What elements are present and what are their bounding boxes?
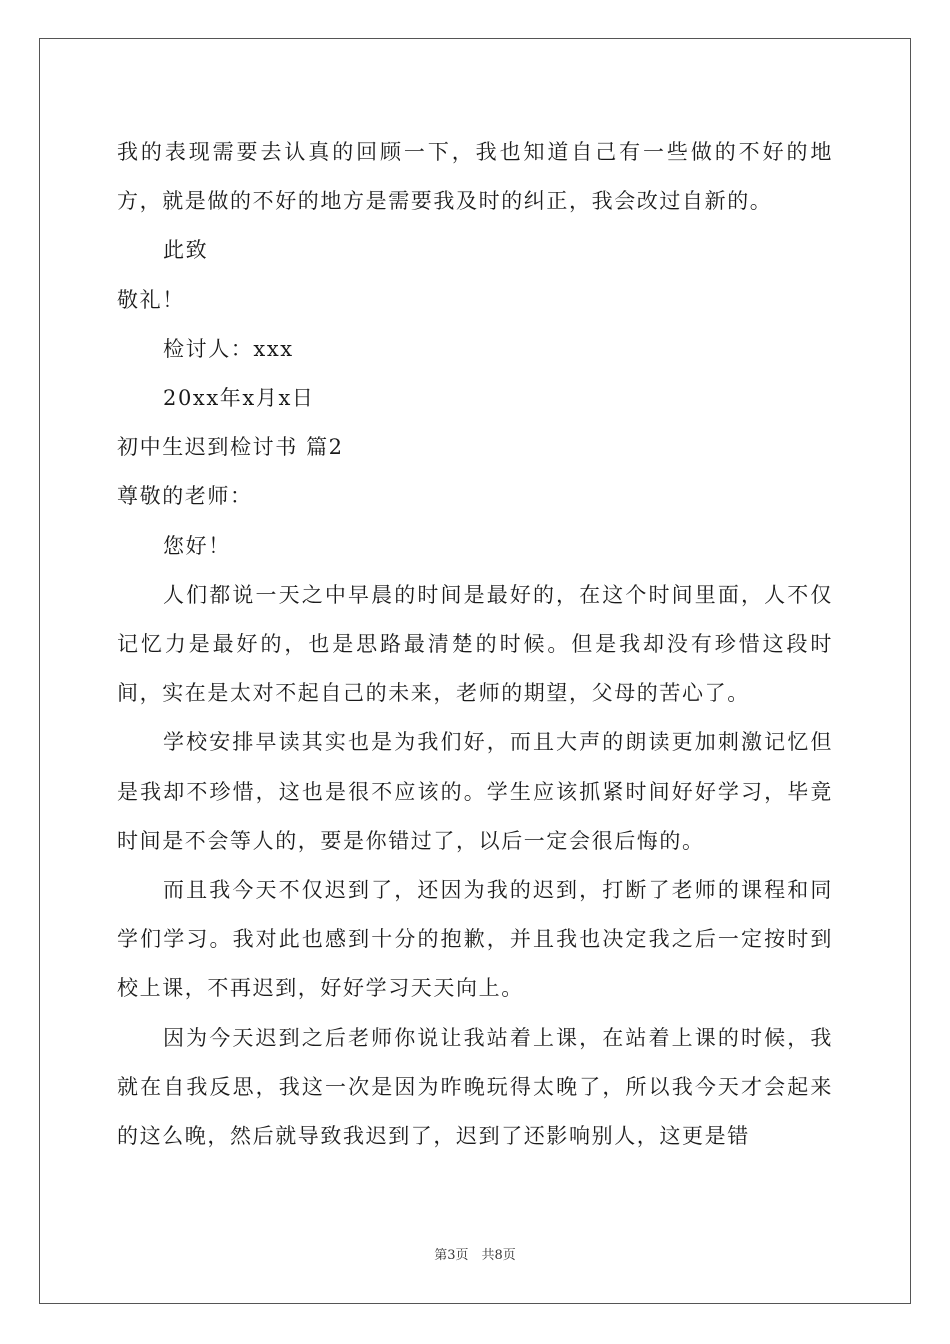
paragraph-body: 因为今天迟到之后老师你说让我站着上课，在站着上课的时候，我就在自我反思，我这一次是因为昨晚玩得太晚了，所以我今天才会起来的这么晚，然后就导致我迟到了，迟到了还影响别人，这更是错	[117, 1025, 833, 1149]
section-title: 初中生迟到检讨书 篇2	[117, 435, 344, 460]
paragraph-body: 而且我今天不仅迟到了，还因为我的迟到，打断了老师的课程和同学们学习。我对此也感到十分的抱歉，并且我也决定我之后一定按时到校上课，不再迟到，好好学习天天向上。	[117, 878, 833, 1001]
paragraph-body: 人们都说一天之中早晨的时间是最好的，在这个时间里面，人不仅记忆力是最好的，也是思路最清楚的时候。但是我却没有珍惜这段时间，实在是太对不起自己的未来，老师的期望，父母的苦心了。	[117, 582, 833, 706]
date-line: 20xx年x月x日	[163, 386, 315, 411]
greeting-recipient: 尊敬的老师：	[117, 484, 253, 509]
closing-regards: 敬礼！	[117, 287, 185, 312]
paragraph-body: 学校安排早读其实也是为我们好，而且大声的朗读更加刺激记忆但是我却不珍惜，这也是很不应该的。学生应该抓紧时间好好学习，毕竟时间是不会等人的，要是你错过了，以后一定会很后悔的。	[117, 730, 833, 853]
paragraph-continuation: 我的表现需要去认真的回顾一下，我也知道自己有一些做的不好的地方，就是做的不好的地方是需要我及时的纠正，我会改过自新的。	[117, 140, 833, 214]
signature-line: 检讨人：xxx	[163, 336, 294, 361]
document-body	[117, 128, 833, 1161]
closing-salutation: 此致	[163, 238, 209, 263]
page-number-footer: 第3页 共8页	[434, 1248, 516, 1263]
greeting-hello: 您好！	[163, 533, 231, 558]
